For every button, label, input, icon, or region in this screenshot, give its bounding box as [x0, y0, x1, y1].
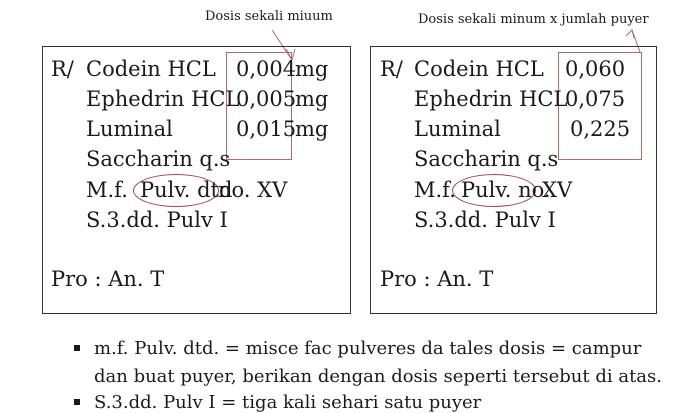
bullet-1-marker	[74, 345, 80, 351]
left-item-1-dose: 0,004	[236, 57, 297, 81]
left-mf-circled: Pulv. dtd	[140, 178, 233, 202]
right-item-2-name: Ephedrin HCL	[414, 87, 568, 111]
right-item-3-name: Luminal	[414, 117, 501, 141]
bullet-1-line-1: m.f. Pulv. dtd. = misce fac pulveres da tales dosis = campur	[94, 338, 642, 359]
left-signa: S.3.dd. Pulv I	[86, 208, 228, 232]
left-pro: Pro : An. T	[51, 267, 165, 291]
bullet-1-line-2: dan buat puyer, berikan dengan dosis seperti tersebut di atas.	[94, 366, 663, 387]
right-item-3-dose: 0,225	[570, 117, 631, 141]
left-saccharin: Saccharin q.s	[86, 147, 231, 171]
left-mf-prefix: M.f.	[86, 178, 128, 202]
right-saccharin: Saccharin q.s	[414, 147, 559, 171]
right-item-2-dose: 0,075	[565, 87, 626, 111]
left-mf-suffix: no. XV	[218, 178, 288, 202]
right-mf-suffix: XV	[542, 178, 573, 202]
left-rx-symbol: R/	[51, 57, 74, 81]
right-item-1-name: Codein HCL	[414, 57, 544, 81]
right-arrowhead	[626, 30, 634, 38]
right-annotation: Dosis sekali minum x jumlah puyer	[418, 12, 649, 27]
right-mf-prefix: M.f.	[414, 178, 456, 202]
left-item-2-dose: 0,005	[236, 87, 297, 111]
left-item-1-unit: mg	[295, 57, 329, 81]
bullet-2-line-1: S.3.dd. Pulv I = tiga kali sehari satu puyer	[94, 392, 482, 413]
left-item-3-name: Luminal	[86, 117, 173, 141]
left-item-3-dose: 0,015	[236, 117, 297, 141]
right-signa: S.3.dd. Pulv I	[414, 208, 556, 232]
right-mf-circled: Pulv. no.	[461, 178, 551, 202]
left-annotation: Dosis sekali miuum	[205, 9, 333, 24]
left-item-2-name: Ephedrin HCL	[86, 87, 240, 111]
left-item-1-name: Codein HCL	[86, 57, 216, 81]
right-pro: Pro : An. T	[380, 267, 494, 291]
left-item-3-unit: mg	[295, 117, 329, 141]
left-item-2-unit: mg	[295, 87, 329, 111]
right-rx-symbol: R/	[380, 57, 403, 81]
right-item-1-dose: 0,060	[565, 57, 626, 81]
